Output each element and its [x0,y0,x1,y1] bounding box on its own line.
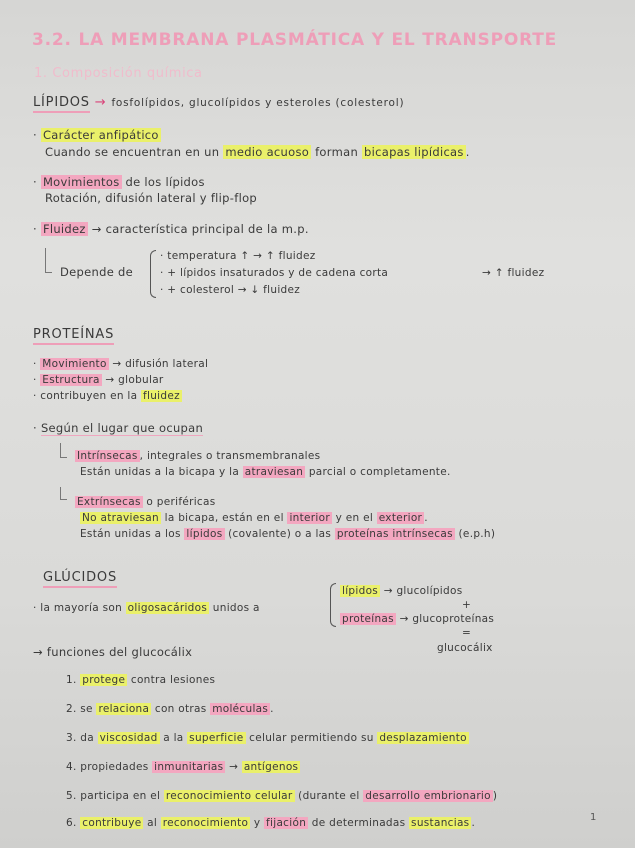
depende-item: · + colesterol → ↓ fluidez [160,284,301,296]
text-span: da [80,732,98,744]
text-span: participa en el [80,790,164,802]
text-span: , integrales o transmembranales [139,450,321,462]
intrinsecas-label: Intrínsecas [77,450,138,462]
bullet: · [33,421,37,435]
text-span: . [465,145,470,159]
page-number: 1 [590,812,597,823]
highlight: lípidos [186,528,223,540]
proteinas-item [33,374,164,386]
mayoria-line [33,602,260,614]
page-title: 3.2. LA MEMBRANA PLASMÁTICA Y EL TRANSPORTE [32,30,558,50]
fluidez-heading [33,222,309,236]
depende-result: → ↑ fluidez [482,267,545,279]
bullet: · [33,390,37,402]
item-number: 2. [66,703,77,715]
brace-icon [330,583,336,627]
union-item [340,585,462,597]
proteinas-header: PROTEÍNAS [33,327,114,345]
hook-arrow-icon [60,443,67,458]
lipidos-header-line [33,95,404,110]
caracter-label: Carácter anfipático [42,128,159,142]
glucocalix-label: glucocálix [437,642,493,654]
text-span: forman [315,145,359,159]
text-span: y [250,817,265,829]
highlight: fluidez [143,390,180,402]
item-number: 1. [66,674,77,686]
text-span: → globular [105,374,164,386]
highlight: superficie [189,732,244,744]
text-span: al [143,817,161,829]
bullet: · [33,175,37,189]
equals-sign: = [462,627,472,639]
extrinsecas-heading [75,496,216,508]
text-span: → característica principal de la m.p. [91,222,309,236]
text-span: (e.p.h) [458,528,496,540]
highlight: fijación [266,817,307,829]
highlight: moléculas [212,703,269,715]
extrinsecas-text-1 [80,512,428,524]
highlight: inmunitarias [154,761,224,773]
highlight: interior [289,512,330,524]
highlight: contribuye [82,817,142,829]
lipidos-intro: fosfolípidos, glucolípidos y esteroles (colesterol) [111,97,405,109]
text-span: se [80,703,97,715]
extrinsecas-label: Extrínsecas [77,496,141,508]
highlight: oligosacáridos [127,602,208,614]
depende-label: Depende de [60,265,133,279]
text-span: contra lesiones [127,674,216,686]
bullet: · [33,128,37,142]
text-span: . [471,817,476,829]
section-subtitle: 1. Composición química [34,66,203,81]
text-span: unidos a [212,602,260,614]
text-span: → [225,761,242,773]
text-span: a la [159,732,188,744]
intrinsecas-text [80,466,451,478]
union-item [340,613,494,625]
caracter-heading [33,128,161,142]
text-span: y en el [335,512,374,524]
proteinas-header-line [33,327,114,342]
extrinsecas-text-2 [80,528,495,540]
segun-label: Según el lugar que ocupan [40,421,204,435]
fluidez-label: Fluidez [42,222,86,236]
highlight: protege [82,674,126,686]
hook-arrow-icon [45,248,52,273]
funcion-item [66,817,475,829]
brace-icon [150,250,156,298]
plus-sign: + [462,599,472,611]
text-span: ) [492,790,498,802]
text-span: (covalente) o a las [228,528,332,540]
text-span: propiedades [80,761,153,773]
highlight: exterior [378,512,423,524]
funcion-item [66,674,215,686]
text-span: Están unidas a los [80,528,181,540]
text-span: Están unidas a la bicapa y la [80,466,240,478]
movimientos-text: Rotación, difusión lateral y flip-flop [45,191,257,205]
highlight: Estructura [42,374,100,386]
caracter-text [45,145,470,159]
text-span: de determinadas [308,817,410,829]
bullet: · [33,222,37,236]
bullet: · [33,374,37,386]
highlight: No atraviesan [82,512,159,524]
item-number: 4. [66,761,77,773]
glucidos-header: GLÚCIDOS [43,570,117,588]
arrow-icon: → [94,95,107,110]
funciones-heading: → funciones del glucocálix [33,645,193,659]
text-span: o periféricas [146,496,216,508]
highlight: proteínas intrínsecas [336,528,453,540]
highlight: viscosidad [99,732,158,744]
text-span: → difusión lateral [112,358,209,370]
movimientos-label: Movimientos [42,175,120,189]
highlight: reconocimiento [162,817,249,829]
glucidos-header-line [43,570,117,585]
text-span: con otras [151,703,211,715]
proteinas-item [33,358,208,370]
text-span: (durante el [294,790,364,802]
funcion-item [66,790,497,802]
depende-item: · + lípidos insaturados y de cadena corta [160,267,389,279]
highlight: reconocimiento celular [165,790,293,802]
funcion-item [66,732,469,744]
text-span: → glucolípidos [383,585,463,597]
text-span: → glucoproteínas [399,613,495,625]
highlight: bicapas lipídicas [364,145,464,159]
movimientos-heading [33,175,205,189]
highlight: desplazamiento [379,732,467,744]
item-number: 6. [66,817,77,829]
funcion-item [66,761,300,773]
highlight: proteínas [342,613,394,625]
highlight: Movimiento [42,358,107,370]
item-number: 3. [66,732,77,744]
hook-arrow-icon [60,487,67,500]
text-span: · la mayoría son [33,602,123,614]
highlight: medio acuoso [225,145,310,159]
depende-item: · temperatura ↑ → ↑ fluidez [160,250,316,262]
highlight: antígenos [243,761,299,773]
lipidos-header: LÍPIDOS [33,95,90,113]
text-span: contribuyen en la [40,390,138,402]
intrinsecas-heading [75,450,320,462]
highlight: atraviesan [244,466,304,478]
text-span: celular permitiendo su [245,732,378,744]
text-span: . [270,703,274,715]
proteinas-item [33,390,182,402]
text-span: de los lípidos [125,175,205,189]
highlight: desarrollo embrionario [365,790,491,802]
highlight: lípidos [342,585,379,597]
highlight: relaciona [98,703,150,715]
text-span: parcial o completamente. [308,466,451,478]
bullet: · [33,358,37,370]
item-number: 5. [66,790,77,802]
segun-heading [33,421,203,435]
text-span: . [424,512,428,524]
text-span: la bicapa, están en el [164,512,284,524]
funcion-item [66,703,274,715]
text-span: Cuando se encuentran en un [45,145,220,159]
highlight: sustancias [411,817,470,829]
